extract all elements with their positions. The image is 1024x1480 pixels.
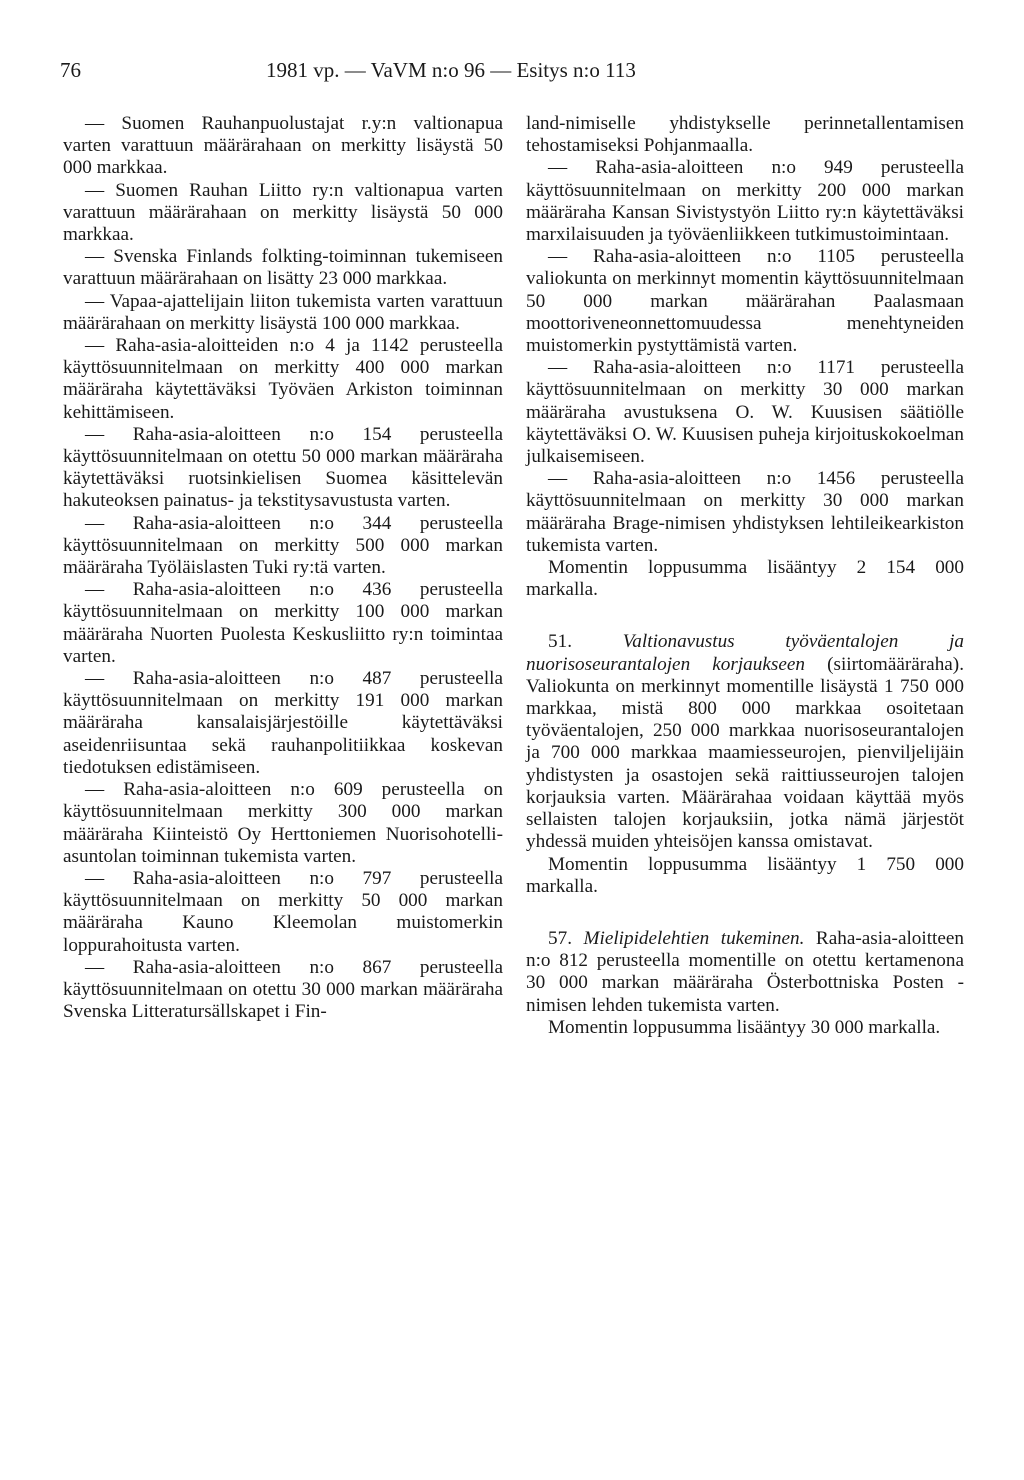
paragraph: — Raha-asia-aloitteen n:o 797 perusteella käyttösuunnitelmaan on merkitty 50 000 markan määräraha Kauno Kleemolan muistomerkin loppurahoitusta varten. [63, 867, 503, 956]
section-51 [526, 631, 964, 853]
paragraph: — Raha-asia-aloitteiden n:o 4 ja 1142 perusteella käyttösuunnitelmaan on merkitty 400 000 markan määräraha käytettäväksi Työväen Arkiston toiminnan kehittämiseen. [63, 335, 503, 423]
page-header [60, 50, 960, 90]
paragraph: — Vapaa-ajattelijain liiton tukemista varten varattuun määrärahaan on merkitty lisäystä 100 000 markkaa. [63, 290, 503, 334]
paragraph-continuation: land-nimiselle yhdistykselle perinnetallentamisen tehostamiseksi Pohjanmaalla. [526, 113, 964, 157]
paragraph: — Raha-asia-aloitteen n:o 609 perusteella on käyttösuunnitelmaan merkitty 300 000 markan määräraha Kiinteistö Oy Herttoniemen Nuorisohotelli-asuntolan toiminnan tukemista varten. [63, 779, 503, 867]
paragraph: — Raha-asia-aloitteen n:o 1105 perusteella valiokunta on merkinnyt momentin käyttösuunnitelmaan 50 000 markan määrärahan Paalasmaan moottoriveneonnettomuudessa menehtyneiden muistomerkin pystyttämistä varten. [526, 246, 964, 357]
page-number: 76 [60, 58, 81, 82]
section-text: (siirtomääräraha). Valiokunta on merkinnyt momentille lisäystä 1 750 000 markkaa, mistä 800 000 markkaa osoitetaan työväentalojen, 250 000 markkaa nuorisoseurantalojen ja 700 000 markkaa maamiesseurojen, pienviljelijäin yhdistysten ja osastojen sekä raittiusseurojen talojen korjauksia varten. Määrärahaa voidaan käyttää myös sellaisten talojen korjauksiin, jotka nämä järjestöt yhdessä muiden yhteisöjen kanssa omistavat. [526, 653, 964, 853]
paragraph: — Raha-asia-aloitteen n:o 344 perusteella käyttösuunnitelmaan on merkitty 500 000 markan määräraha Työläislasten Tuki ry:tä varten. [63, 512, 503, 579]
paragraph: — Raha-asia-aloitteen n:o 867 perusteella käyttösuunnitelmaan on otettu 30 000 markan määräraha Svenska Litteratursällskapet i Fin- [63, 956, 503, 1023]
momentti-total: Momentin loppusumma lisääntyy 1 750 000 markalla. [526, 853, 964, 897]
paragraph: — Svenska Finlands folkting-toiminnan tukemiseen varattuun määrärahaan on lisätty 23 000 markkaa. [63, 246, 503, 290]
section-title: Valtionavustus työväentalojen ja nuorisoseurantalojen korjaukseen [526, 631, 964, 675]
paragraph: — Raha-asia-aloitteen n:o 487 perusteella käyttösuunnitelmaan on merkitty 191 000 markan määräraha kansalaisjärjestöille käytettäväksi aseidenriisuntaa sekä rauhanpolitiikkaa koskevan tiedotuksen edistämiseen. [63, 668, 503, 778]
left-column [63, 113, 503, 1023]
section-57 [526, 928, 964, 1017]
momentti-total: Momentin loppusumma lisääntyy 2 154 000 markalla. [526, 557, 964, 601]
section-number: 51. [548, 631, 572, 653]
paragraph: — Raha-asia-aloitteen n:o 436 perusteella käyttösuunnitelmaan on merkitty 100 000 markan määräraha Nuorten Puolesta Keskusliitto ry:n toimintaa varten. [63, 579, 503, 667]
paragraph: — Suomen Rauhanpuolustajat r.y:n valtionapua varten varattuun määrärahaan on merkitty lisäystä 50 000 markkaa. [63, 113, 503, 179]
momentti-total: Momentin loppusumma lisääntyy 30 000 markalla. [548, 1016, 941, 1038]
paragraph: — Suomen Rauhan Liitto ry:n valtionapua varten varattuun määrärahaan on merkitty lisäystä 50 000 markkaa. [63, 179, 503, 246]
paragraph: — Raha-asia-aloitteen n:o 949 perusteella käyttösuunnitelmaan on merkitty 200 000 markan määräraha Kansan Sivistystyön Liitto ry:n käytettäväksi marxilaisuuden ja työväenliikkeen tutkimustoimintaan. [526, 157, 964, 246]
section-number: 57. [548, 927, 572, 949]
paragraph: — Raha-asia-aloitteen n:o 1456 perusteella käyttösuunnitelmaan on merkitty 30 000 markan määräraha Brage-nimisen yhdistyksen lehtileikearkiston tukemista varten. [526, 468, 964, 556]
right-column [526, 113, 964, 1039]
paragraph: — Raha-asia-aloitteen n:o 1171 perusteella käyttösuunnitelmaan on merkitty 30 000 markan määräraha avustuksena O. W. Kuusisen säätiölle käytettäväksi O. W. Kuusisen puheja kirjoituskokoelman julkaisemiseen. [526, 357, 964, 468]
section-title: Mielipidelehtien tukeminen. [583, 927, 805, 949]
running-head: 1981 vp. — VaVM n:o 96 — Esitys n:o 113 [266, 58, 636, 82]
section-text: Raha-asia-aloitteen n:o 812 perusteella momentille on otettu kertamenona 30 000 markan määräraha Österbottniska Posten -nimisen lehden tukemista varten. [526, 927, 965, 1016]
paragraph: — Raha-asia-aloitteen n:o 154 perusteella käyttösuunnitelmaan on otettu 50 000 markan määräraha käytettäväksi ruotsinkielisen Suomea käsittelevän hakuteoksen painatus- ja tekstitysavustusta varten. [63, 423, 503, 512]
